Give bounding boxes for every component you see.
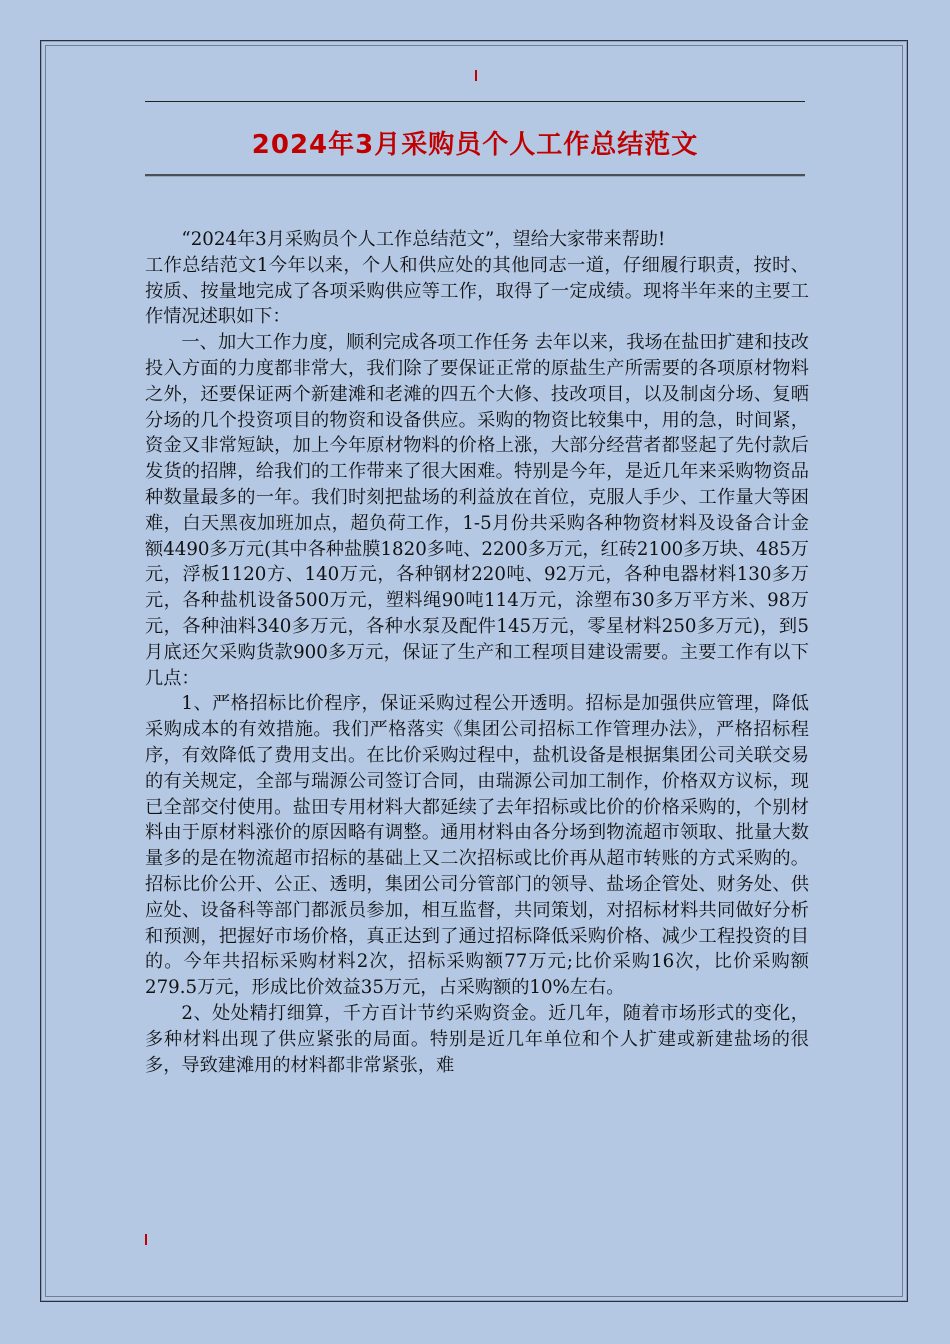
paragraph-section-1: 一、加大工作力度，顺利完成各项工作任务 去年以来，我场在盐田扩建和技改投入方面的力度都非常大，我们除了要保证正常的原盐生产所需要的各项原材物料之外，还要保证两个新建滩和老滩的四五个大修、技改项目，以及制卤分场、复晒分场的几个投资项目的物资和设备供应。采购的物资比较集中，用的急，时间紧，资金又非常短缺，加上今年原材物料的价格上涨，大部分经营者都竖起了先付款后发货的招牌，给我们的工作带来了很大困难。特别是今年，是近几年来采购物资品种数量最多的一年。我们时刻把盐场的利益放在首位，克服人手少、工作量大等困难，白天黑夜加班加点，超负荷工作，1-5月份共采购各种物资材料及设备合计金额4490多万元(其中各种盐膜1820多吨、2200多万元，红砖2100多万块、485万元，浮板1120方、140万元，各种钢材220吨、92万元，各种电器材料130多万元，各种盐机设备500万元，塑料绳90吨114万元，涂塑布30多万平方米、98万元，各种油料340多万元，各种水泵及配件145万元，零星材料250多万元)，到5月底还欠采购货款900多万元，保证了生产和工程项目建设需要。主要工作有以下几点：: [145, 332, 809, 689]
title-rule: [145, 174, 805, 176]
document-title: 2024年3月采购员个人工作总结范文: [251, 130, 699, 160]
document-body: [145, 227, 809, 1078]
paragraph-point-2: 2、处处精打细算，千方百计节约采购资金。近几年，随着市场形式的变化，多种材料出现了供应紧张的局面。特别是近几年单位和个人扩建或新建盐场的很多，导致建滩用的材料都非常紧张，难: [145, 1002, 809, 1076]
paragraph-point-1: 1、严格招标比价程序，保证采购过程公开透明。招标是加强供应管理，降低采购成本的有效措施。我们严格落实《集团公司招标工作管理办法》，严格招标程序，有效降低了费用支出。在比价采购过程中，盐机设备是根据集团公司关联交易的有关规定，全部与瑞源公司签订合同，由瑞源公司加工制作，价格双方议标，现已全部交付使用。盐田专用材料大都延续了去年招标或比价的价格采购的，个别材料由于原材料涨价的原因略有调整。通用材料由各分场到物流超市领取、批量大数量多的是在物流超市招标的基础上又二次招标或比价再从超市转账的方式采购的。招标比价公开、公正、透明，集团公司分管部门的领导、盐场企管处、财务处、供应处、设备科等部门都派员参加，相互监督，共同策划，对招标材料共同做好分析和预测，把握好市场价格，真正达到了通过招标降低采购价格、减少工程投资的目的。今年共招标采购材料2次，招标采购额77万元;比价采购16次，比价采购额279.5万元，形成比价效益35万元，占采购额的10%左右。: [145, 693, 809, 999]
paragraph-intro: “2024年3月采购员个人工作总结范文”，望给大家带来帮助!: [181, 229, 666, 250]
footer-marker: [145, 1234, 147, 1245]
header-marker: [475, 70, 477, 81]
document-page: [40, 40, 908, 1302]
paragraph-opening: 工作总结范文1今年以来，个人和供应处的其他同志一道，仔细履行职责，按时、按质、按量地完成了各项采购供应等工作，取得了一定成绩。现将半年来的主要工作情况述职如下：: [145, 254, 809, 328]
header-rule: [145, 101, 805, 102]
